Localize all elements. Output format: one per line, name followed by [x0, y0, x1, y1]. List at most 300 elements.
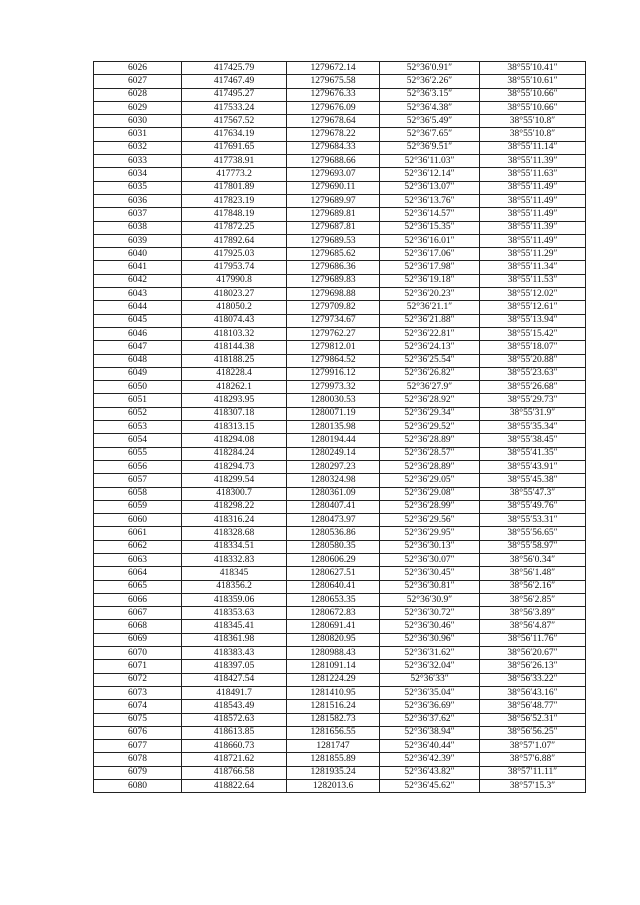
- table-row: [94, 700, 586, 713]
- x-coordinate-cell: 417467.49: [182, 75, 287, 88]
- point-number-cell: 6059: [94, 500, 182, 513]
- table-row: [94, 660, 586, 673]
- table-row: [94, 593, 586, 606]
- table-row: [94, 115, 586, 128]
- table-row: [94, 141, 586, 154]
- y-coordinate-cell: 1280071.19: [287, 407, 380, 420]
- x-coordinate-cell: 417691.65: [182, 141, 287, 154]
- longitude-cell: 38°55′26.68″: [480, 381, 586, 394]
- x-coordinate-cell: 418293.95: [182, 394, 287, 407]
- longitude-cell: 38°55′23.63″: [480, 367, 586, 380]
- table-row: [94, 474, 586, 487]
- table-row: [94, 194, 586, 207]
- longitude-cell: 38°55′11.49″: [480, 181, 586, 194]
- y-coordinate-cell: 1280691.41: [287, 620, 380, 633]
- latitude-cell: 52°36′14.57″: [380, 208, 480, 221]
- y-coordinate-cell: 1279686.36: [287, 261, 380, 274]
- table-row: [94, 460, 586, 473]
- y-coordinate-cell: 1280324.98: [287, 474, 380, 487]
- point-number-cell: 6048: [94, 354, 182, 367]
- y-coordinate-cell: 1280820.95: [287, 633, 380, 646]
- latitude-cell: 52°36′24.13″: [380, 341, 480, 354]
- x-coordinate-cell: 418188.25: [182, 354, 287, 367]
- x-coordinate-cell: 418332.83: [182, 553, 287, 566]
- y-coordinate-cell: 1281224.29: [287, 673, 380, 686]
- longitude-cell: 38°56′0.34″: [480, 553, 586, 566]
- latitude-cell: 52°36′27.9″: [380, 381, 480, 394]
- y-coordinate-cell: 1279684.33: [287, 141, 380, 154]
- x-coordinate-cell: 418721.62: [182, 753, 287, 766]
- longitude-cell: 38°55′12.02″: [480, 288, 586, 301]
- x-coordinate-cell: 418383.43: [182, 647, 287, 660]
- y-coordinate-cell: 1281855.89: [287, 753, 380, 766]
- point-number-cell: 6056: [94, 460, 182, 473]
- point-number-cell: 6078: [94, 753, 182, 766]
- point-number-cell: 6026: [94, 62, 182, 75]
- latitude-cell: 52°36′0.91″: [380, 62, 480, 75]
- latitude-cell: 52°36′5.49″: [380, 115, 480, 128]
- x-coordinate-cell: 418822.64: [182, 780, 287, 793]
- point-number-cell: 6057: [94, 474, 182, 487]
- latitude-cell: 52°36′22.81″: [380, 327, 480, 340]
- table-row: [94, 341, 586, 354]
- y-coordinate-cell: 1279689.97: [287, 194, 380, 207]
- longitude-cell: 38°56′56.25″: [480, 726, 586, 739]
- point-number-cell: 6028: [94, 88, 182, 101]
- longitude-cell: 38°55′10.66″: [480, 101, 586, 114]
- longitude-cell: 38°56′52.31″: [480, 713, 586, 726]
- latitude-cell: 52°36′30.07″: [380, 553, 480, 566]
- latitude-cell: 52°36′28.57″: [380, 447, 480, 460]
- table-row: [94, 327, 586, 340]
- table-row: [94, 740, 586, 753]
- y-coordinate-cell: 1279916.12: [287, 367, 380, 380]
- table-row: [94, 101, 586, 114]
- y-coordinate-cell: 1279689.53: [287, 234, 380, 247]
- y-coordinate-cell: 1279678.22: [287, 128, 380, 141]
- latitude-cell: 52°36′13.76″: [380, 194, 480, 207]
- x-coordinate-cell: 418228.4: [182, 367, 287, 380]
- y-coordinate-cell: 1280627.51: [287, 567, 380, 580]
- x-coordinate-cell: 418144.38: [182, 341, 287, 354]
- longitude-cell: 38°56′33.22″: [480, 673, 586, 686]
- table-row: [94, 553, 586, 566]
- longitude-cell: 38°55′31.9″: [480, 407, 586, 420]
- longitude-cell: 38°55′20.88″: [480, 354, 586, 367]
- y-coordinate-cell: 1279672.14: [287, 62, 380, 75]
- x-coordinate-cell: 417495.27: [182, 88, 287, 101]
- table-row: [94, 673, 586, 686]
- x-coordinate-cell: 417773.2: [182, 168, 287, 181]
- table-row: [94, 447, 586, 460]
- point-number-cell: 6045: [94, 314, 182, 327]
- table-row: [94, 647, 586, 660]
- table-row: [94, 540, 586, 553]
- latitude-cell: 52°36′28.89″: [380, 460, 480, 473]
- x-coordinate-cell: 418313.15: [182, 421, 287, 434]
- table-row: [94, 301, 586, 314]
- point-number-cell: 6037: [94, 208, 182, 221]
- x-coordinate-cell: 418543.49: [182, 700, 287, 713]
- x-coordinate-cell: 418613.85: [182, 726, 287, 739]
- table-row: [94, 500, 586, 513]
- longitude-cell: 38°55′11.34″: [480, 261, 586, 274]
- coordinates-table: [93, 61, 586, 793]
- longitude-cell: 38°56′4.87″: [480, 620, 586, 633]
- longitude-cell: 38°56′1.48″: [480, 567, 586, 580]
- x-coordinate-cell: 417990.8: [182, 274, 287, 287]
- longitude-cell: 38°56′43.16″: [480, 686, 586, 699]
- x-coordinate-cell: 418294.08: [182, 434, 287, 447]
- point-number-cell: 6029: [94, 101, 182, 114]
- x-coordinate-cell: 418345.41: [182, 620, 287, 633]
- table-row: [94, 234, 586, 247]
- longitude-cell: 38°55′11.14″: [480, 141, 586, 154]
- table-row: [94, 620, 586, 633]
- longitude-cell: 38°55′47.3″: [480, 487, 586, 500]
- table-row: [94, 686, 586, 699]
- table-row: [94, 314, 586, 327]
- x-coordinate-cell: 417925.03: [182, 248, 287, 261]
- point-number-cell: 6032: [94, 141, 182, 154]
- longitude-cell: 38°55′10.8″: [480, 128, 586, 141]
- latitude-cell: 52°36′3.15″: [380, 88, 480, 101]
- x-coordinate-cell: 418356.2: [182, 580, 287, 593]
- point-number-cell: 6050: [94, 381, 182, 394]
- latitude-cell: 52°36′16.01″: [380, 234, 480, 247]
- table-row: [94, 487, 586, 500]
- table-row: [94, 208, 586, 221]
- table-row: [94, 527, 586, 540]
- point-number-cell: 6065: [94, 580, 182, 593]
- table-row: [94, 633, 586, 646]
- table-row: [94, 580, 586, 593]
- table-row: [94, 434, 586, 447]
- y-coordinate-cell: 1279709.82: [287, 301, 380, 314]
- table-row: [94, 514, 586, 527]
- point-number-cell: 6067: [94, 607, 182, 620]
- latitude-cell: 52°36′28.89″: [380, 434, 480, 447]
- point-number-cell: 6043: [94, 288, 182, 301]
- point-number-cell: 6027: [94, 75, 182, 88]
- point-number-cell: 6034: [94, 168, 182, 181]
- latitude-cell: 52°36′31.62″: [380, 647, 480, 660]
- y-coordinate-cell: 1279762.27: [287, 327, 380, 340]
- latitude-cell: 52°36′36.69″: [380, 700, 480, 713]
- point-number-cell: 6047: [94, 341, 182, 354]
- y-coordinate-cell: 1279864.52: [287, 354, 380, 367]
- y-coordinate-cell: 1280030.53: [287, 394, 380, 407]
- table-row: [94, 88, 586, 101]
- point-number-cell: 6049: [94, 367, 182, 380]
- y-coordinate-cell: 1280194.44: [287, 434, 380, 447]
- longitude-cell: 38°55′11.49″: [480, 194, 586, 207]
- y-coordinate-cell: 1281656.55: [287, 726, 380, 739]
- latitude-cell: 52°36′40.44″: [380, 740, 480, 753]
- point-number-cell: 6066: [94, 593, 182, 606]
- longitude-cell: 38°55′10.61″: [480, 75, 586, 88]
- x-coordinate-cell: 417892.64: [182, 234, 287, 247]
- x-coordinate-cell: 417738.91: [182, 155, 287, 168]
- latitude-cell: 52°36′30.72″: [380, 607, 480, 620]
- latitude-cell: 52°36′29.95″: [380, 527, 480, 540]
- y-coordinate-cell: 1279676.33: [287, 88, 380, 101]
- longitude-cell: 38°55′15.42″: [480, 327, 586, 340]
- x-coordinate-cell: 418299.54: [182, 474, 287, 487]
- latitude-cell: 52°36′12.14″: [380, 168, 480, 181]
- longitude-cell: 38°56′2.16″: [480, 580, 586, 593]
- latitude-cell: 52°36′30.13″: [380, 540, 480, 553]
- point-number-cell: 6036: [94, 194, 182, 207]
- longitude-cell: 38°55′11.53″: [480, 274, 586, 287]
- longitude-cell: 38°56′2.85″: [480, 593, 586, 606]
- y-coordinate-cell: 1279685.62: [287, 248, 380, 261]
- point-number-cell: 6030: [94, 115, 182, 128]
- x-coordinate-cell: 417567.52: [182, 115, 287, 128]
- longitude-cell: 38°55′35.34″: [480, 421, 586, 434]
- latitude-cell: 52°36′30.9″: [380, 593, 480, 606]
- point-number-cell: 6042: [94, 274, 182, 287]
- latitude-cell: 52°36′29.52″: [380, 421, 480, 434]
- y-coordinate-cell: 1280606.29: [287, 553, 380, 566]
- x-coordinate-cell: 418660.73: [182, 740, 287, 753]
- longitude-cell: 38°55′18.07″: [480, 341, 586, 354]
- point-number-cell: 6052: [94, 407, 182, 420]
- y-coordinate-cell: 1280580.35: [287, 540, 380, 553]
- point-number-cell: 6058: [94, 487, 182, 500]
- point-number-cell: 6064: [94, 567, 182, 580]
- latitude-cell: 52°36′2.26″: [380, 75, 480, 88]
- latitude-cell: 52°36′26.82″: [380, 367, 480, 380]
- latitude-cell: 52°36′28.92″: [380, 394, 480, 407]
- longitude-cell: 38°55′10.41″: [480, 62, 586, 75]
- latitude-cell: 52°36′17.98″: [380, 261, 480, 274]
- x-coordinate-cell: 418284.24: [182, 447, 287, 460]
- point-number-cell: 6040: [94, 248, 182, 261]
- x-coordinate-cell: 418572.63: [182, 713, 287, 726]
- latitude-cell: 52°36′19.18″: [380, 274, 480, 287]
- point-number-cell: 6051: [94, 394, 182, 407]
- longitude-cell: 38°55′10.66″: [480, 88, 586, 101]
- latitude-cell: 52°36′43.82″: [380, 766, 480, 779]
- x-coordinate-cell: 417801.89: [182, 181, 287, 194]
- latitude-cell: 52°36′30.45″: [380, 567, 480, 580]
- latitude-cell: 52°36′30.81″: [380, 580, 480, 593]
- point-number-cell: 6072: [94, 673, 182, 686]
- x-coordinate-cell: 418353.63: [182, 607, 287, 620]
- latitude-cell: 52°36′11.03″: [380, 155, 480, 168]
- y-coordinate-cell: 1280536.86: [287, 527, 380, 540]
- y-coordinate-cell: 1280640.41: [287, 580, 380, 593]
- table-row: [94, 726, 586, 739]
- latitude-cell: 52°36′28.99″: [380, 500, 480, 513]
- coordinates-sheet: [93, 61, 586, 793]
- longitude-cell: 38°55′11.29″: [480, 248, 586, 261]
- longitude-cell: 38°55′11.39″: [480, 155, 586, 168]
- y-coordinate-cell: 1280297.23: [287, 460, 380, 473]
- x-coordinate-cell: 418766.58: [182, 766, 287, 779]
- x-coordinate-cell: 418023.27: [182, 288, 287, 301]
- point-number-cell: 6046: [94, 327, 182, 340]
- x-coordinate-cell: 418427.54: [182, 673, 287, 686]
- table-row: [94, 274, 586, 287]
- x-coordinate-cell: 417425.79: [182, 62, 287, 75]
- latitude-cell: 52°36′33″: [380, 673, 480, 686]
- x-coordinate-cell: 417953.74: [182, 261, 287, 274]
- x-coordinate-cell: 418359.06: [182, 593, 287, 606]
- table-row: [94, 168, 586, 181]
- x-coordinate-cell: 417872.25: [182, 221, 287, 234]
- point-number-cell: 6080: [94, 780, 182, 793]
- x-coordinate-cell: 418050.2: [182, 301, 287, 314]
- point-number-cell: 6060: [94, 514, 182, 527]
- y-coordinate-cell: 1281935.24: [287, 766, 380, 779]
- point-number-cell: 6070: [94, 647, 182, 660]
- longitude-cell: 38°56′3.89″: [480, 607, 586, 620]
- longitude-cell: 38°55′53.31″: [480, 514, 586, 527]
- point-number-cell: 6031: [94, 128, 182, 141]
- y-coordinate-cell: 1280249.14: [287, 447, 380, 460]
- y-coordinate-cell: 1279693.07: [287, 168, 380, 181]
- longitude-cell: 38°55′49.76″: [480, 500, 586, 513]
- table-row: [94, 607, 586, 620]
- y-coordinate-cell: 1279690.11: [287, 181, 380, 194]
- x-coordinate-cell: 418316.24: [182, 514, 287, 527]
- point-number-cell: 6077: [94, 740, 182, 753]
- latitude-cell: 52°36′20.23″: [380, 288, 480, 301]
- latitude-cell: 52°36′38.94″: [380, 726, 480, 739]
- y-coordinate-cell: 1279678.64: [287, 115, 380, 128]
- longitude-cell: 38°55′45.38″: [480, 474, 586, 487]
- latitude-cell: 52°36′35.04″: [380, 686, 480, 699]
- x-coordinate-cell: 418397.05: [182, 660, 287, 673]
- longitude-cell: 38°55′38.45″: [480, 434, 586, 447]
- longitude-cell: 38°55′58.97″: [480, 540, 586, 553]
- longitude-cell: 38°55′11.39″: [480, 221, 586, 234]
- latitude-cell: 52°36′15.35″: [380, 221, 480, 234]
- latitude-cell: 52°36′29.05″: [380, 474, 480, 487]
- x-coordinate-cell: 417634.19: [182, 128, 287, 141]
- longitude-cell: 38°55′11.63″: [480, 168, 586, 181]
- table-row: [94, 354, 586, 367]
- longitude-cell: 38°57′11.11″: [480, 766, 586, 779]
- y-coordinate-cell: 1282013.6: [287, 780, 380, 793]
- longitude-cell: 38°55′12.61″: [480, 301, 586, 314]
- point-number-cell: 6074: [94, 700, 182, 713]
- x-coordinate-cell: 418298.22: [182, 500, 287, 513]
- latitude-cell: 52°36′7.65″: [380, 128, 480, 141]
- point-number-cell: 6068: [94, 620, 182, 633]
- table-row: [94, 128, 586, 141]
- x-coordinate-cell: 418103.32: [182, 327, 287, 340]
- x-coordinate-cell: 418074.43: [182, 314, 287, 327]
- point-number-cell: 6035: [94, 181, 182, 194]
- x-coordinate-cell: 417533.24: [182, 101, 287, 114]
- point-number-cell: 6054: [94, 434, 182, 447]
- x-coordinate-cell: 417823.19: [182, 194, 287, 207]
- x-coordinate-cell: 418328.68: [182, 527, 287, 540]
- table-row: [94, 181, 586, 194]
- longitude-cell: 38°55′10.8″: [480, 115, 586, 128]
- table-row: [94, 713, 586, 726]
- y-coordinate-cell: 1280407.41: [287, 500, 380, 513]
- point-number-cell: 6076: [94, 726, 182, 739]
- table-row: [94, 394, 586, 407]
- table-row: [94, 753, 586, 766]
- longitude-cell: 38°55′56.65″: [480, 527, 586, 540]
- longitude-cell: 38°55′43.91″: [480, 460, 586, 473]
- point-number-cell: 6044: [94, 301, 182, 314]
- y-coordinate-cell: 1281410.95: [287, 686, 380, 699]
- y-coordinate-cell: 1279675.58: [287, 75, 380, 88]
- x-coordinate-cell: 418334.51: [182, 540, 287, 553]
- latitude-cell: 52°36′29.56″: [380, 514, 480, 527]
- table-row: [94, 421, 586, 434]
- table-row: [94, 75, 586, 88]
- latitude-cell: 52°36′37.62″: [380, 713, 480, 726]
- point-number-cell: 6039: [94, 234, 182, 247]
- y-coordinate-cell: 1279687.81: [287, 221, 380, 234]
- y-coordinate-cell: 1281091.14: [287, 660, 380, 673]
- y-coordinate-cell: 1279698.88: [287, 288, 380, 301]
- table-row: [94, 261, 586, 274]
- table-row: [94, 780, 586, 793]
- table-row: [94, 567, 586, 580]
- point-number-cell: 6055: [94, 447, 182, 460]
- y-coordinate-cell: 1281747: [287, 740, 380, 753]
- y-coordinate-cell: 1280361.09: [287, 487, 380, 500]
- point-number-cell: 6063: [94, 553, 182, 566]
- point-number-cell: 6071: [94, 660, 182, 673]
- latitude-cell: 52°36′42.39″: [380, 753, 480, 766]
- y-coordinate-cell: 1281582.73: [287, 713, 380, 726]
- coordinates-table-body: [94, 62, 586, 793]
- table-row: [94, 367, 586, 380]
- latitude-cell: 52°36′29.34″: [380, 407, 480, 420]
- longitude-cell: 38°55′41.35″: [480, 447, 586, 460]
- longitude-cell: 38°56′48.77″: [480, 700, 586, 713]
- longitude-cell: 38°56′26.13″: [480, 660, 586, 673]
- table-row: [94, 381, 586, 394]
- latitude-cell: 52°36′9.51″: [380, 141, 480, 154]
- latitude-cell: 52°36′13.07″: [380, 181, 480, 194]
- longitude-cell: 38°55′11.49″: [480, 234, 586, 247]
- latitude-cell: 52°36′17.06″: [380, 248, 480, 261]
- table-row: [94, 248, 586, 261]
- y-coordinate-cell: 1280672.83: [287, 607, 380, 620]
- latitude-cell: 52°36′32.04″: [380, 660, 480, 673]
- longitude-cell: 38°56′20.67″: [480, 647, 586, 660]
- latitude-cell: 52°36′30.96″: [380, 633, 480, 646]
- point-number-cell: 6073: [94, 686, 182, 699]
- longitude-cell: 38°57′6.88″: [480, 753, 586, 766]
- y-coordinate-cell: 1281516.24: [287, 700, 380, 713]
- y-coordinate-cell: 1279676.09: [287, 101, 380, 114]
- point-number-cell: 6053: [94, 421, 182, 434]
- latitude-cell: 52°36′29.08″: [380, 487, 480, 500]
- latitude-cell: 52°36′45.62″: [380, 780, 480, 793]
- longitude-cell: 38°55′29.73″: [480, 394, 586, 407]
- longitude-cell: 38°55′11.49″: [480, 208, 586, 221]
- point-number-cell: 6061: [94, 527, 182, 540]
- y-coordinate-cell: 1279734.67: [287, 314, 380, 327]
- y-coordinate-cell: 1280135.98: [287, 421, 380, 434]
- longitude-cell: 38°56′11.76″: [480, 633, 586, 646]
- table-row: [94, 766, 586, 779]
- table-row: [94, 288, 586, 301]
- x-coordinate-cell: 418491.7: [182, 686, 287, 699]
- point-number-cell: 6062: [94, 540, 182, 553]
